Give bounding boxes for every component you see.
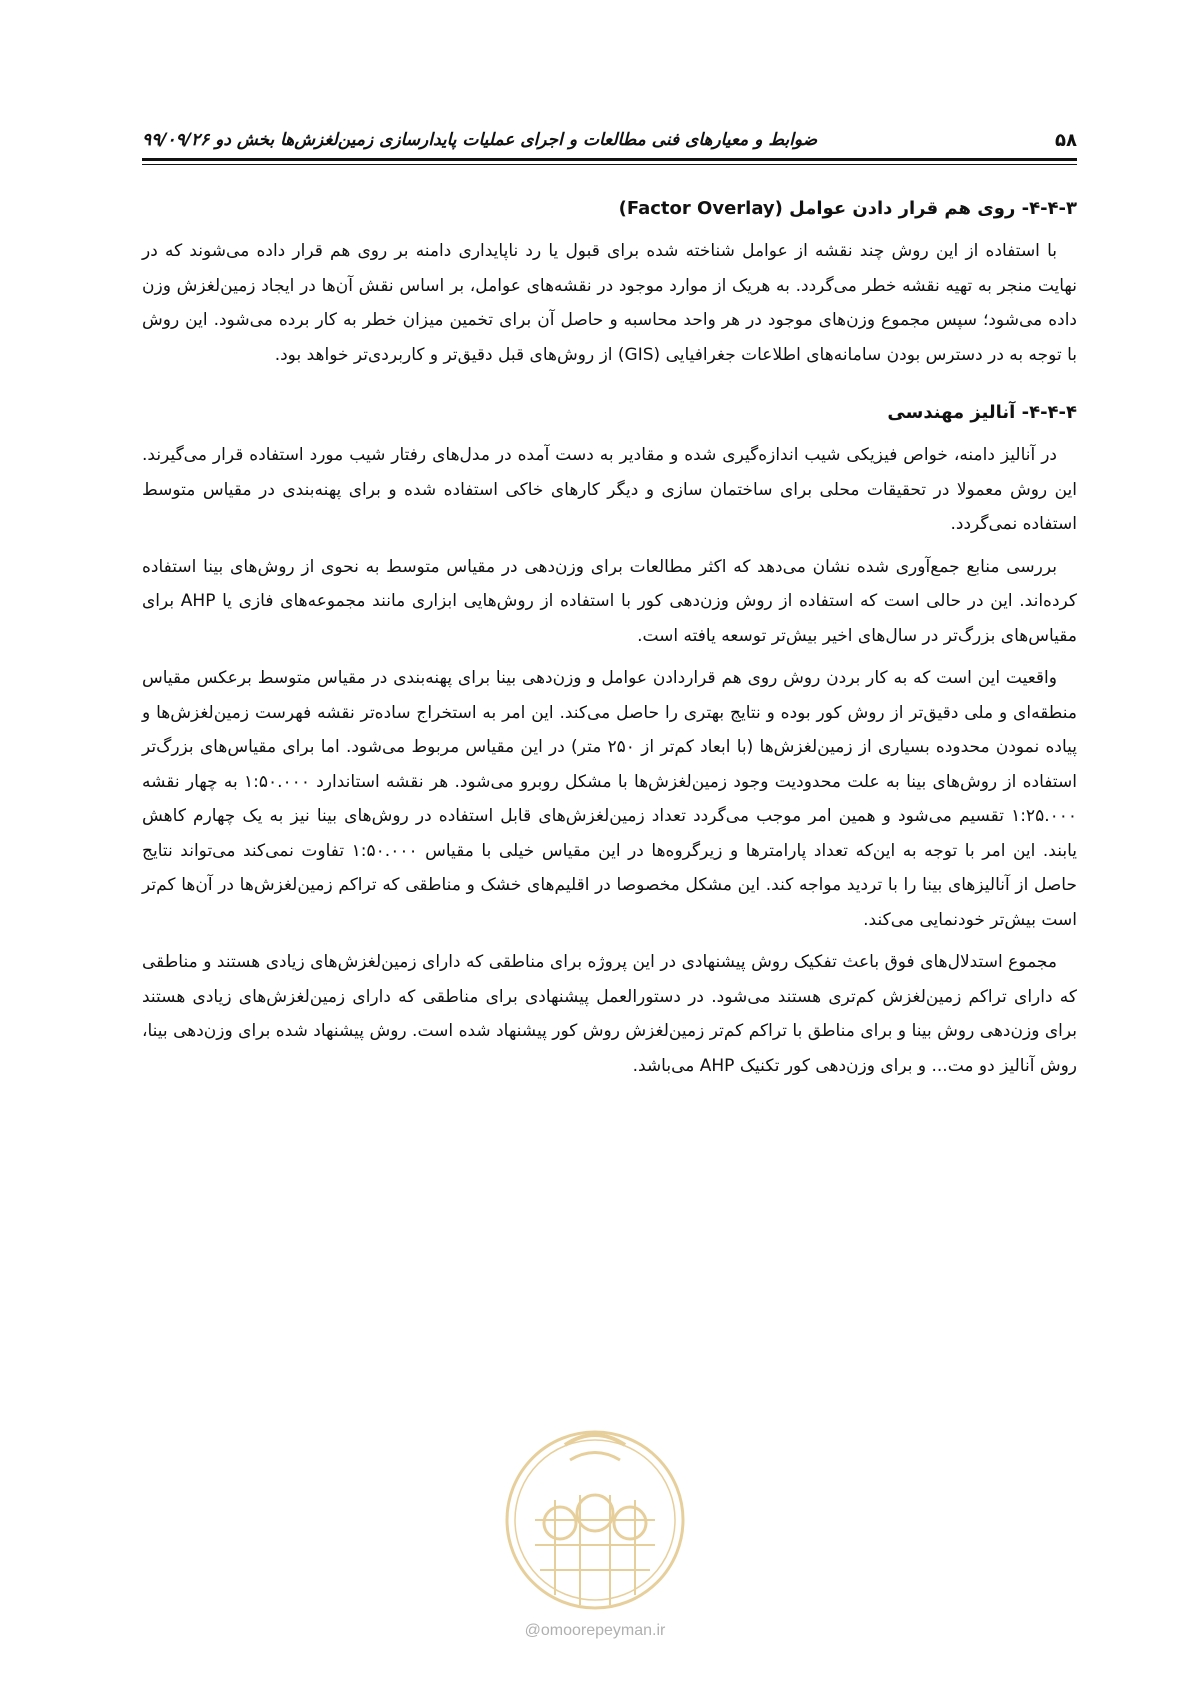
body-text [142,192,1077,1091]
watermark-url: @omoorepeyman.ir [524,1622,666,1639]
paragraph: مجموع استدلال‌های فوق باعث تفکیک روش پیشنهادی در این پروژه برای مناطقی که دارای زمین‌لغزش‌های زیادی هستند و مناطقی که دارای تراکم زمین‌لغزش کم‌تری هستند می‌شود. در دستورالعمل پیشنهادی برای مناطقی که دارای زمین‌لغزش‌های زیادی هستند برای وزن‌دهی روش بینا و برای مناطق با تراکم کم‌تر زمین‌لغزش روش کور پیشنهاد شده است. روش پیشنهاد شده برای وزن‌دهی بینا، روش آنالیز دو مت... و برای وزن‌دهی کور تکنیک AHP می‌باشد. [142,952,1077,1076]
paragraph: در آنالیز دامنه، خواص فیزیکی شیب اندازه‌گیری شده و مقادیر به دست آمده در مدل‌های رفتار شیب مورد استفاده قرار می‌گیرند. این روش معمولا در تحقیقات محلی برای ساختمان سازی و دیگر کارهای خاکی استفاده شده و برای پهنه‌بندی در مقیاس متوسط استفاده نمی‌گردد. [142,445,1077,534]
page-number: ۵۸ [1055,130,1077,151]
paragraph: با استفاده از این روش چند نقشه از عوامل شناخته شده برای قبول یا رد ناپایداری دامنه بر روی هم قرار داده می‌شوند که در نهایت منجر به تهیه نقشه خطر می‌گردد. به هریک از موارد موجود در نقشه‌های عوامل، بر اساس نقش آن‌ها در ایجاد زمین‌لغزش وزن داده می‌شود؛ سپس مجموع وزن‌های موجود در هر واحد محاسبه و حاصل آن برای تخمین میزان خطر به کار برده می‌شود. این روش با توجه به در دسترس بودن سامانه‌های اطلاعات جغرافیایی (GIS) از روش‌های قبل دقیق‌تر و کاربردی‌تر خواهد بود. [142,241,1077,365]
paragraph: بررسی منابع جمع‌آوری شده نشان می‌دهد که اکثر مطالعات برای وزن‌دهی در مقیاس متوسط به نحوی از روش‌های بینا استفاده کرده‌اند. این در حالی است که استفاده از روش وزن‌دهی کور با استفاده از روش‌هایی ابزاری مانند مجموعه‌های فازی یا AHP برای مقیاس‌های بزرگ‌تر در سال‌های اخیر بیش‌تر توسعه یافته است. [142,556,1078,646]
paragraph: واقعیت این است که به کار بردن روش روی هم قراردادن عوامل و وزن‌دهی بینا برای پهنه‌بندی در مقیاس متوسط برعکس مقیاس منطقه‌ای و ملی دقیق‌تر از روش کور بوده و نتایج بهتری را حاصل می‌کند. این امر به استخراج ساده‌تر نقشه فهرست زمین‌لغزش‌ها و پیاده نمودن محدوده بسیاری از زمین‌لغزش‌ها (با ابعاد کم‌تر از ۲۵۰ متر) در این مقیاس مربوط می‌شود. اما برای مقیاس‌های بزرگ‌تر استفاده از روش‌های بینا به علت محدودیت وجود زمین‌لغزش‌ها با مشکل روبرو می‌شود. هر نقشه استاندارد ۱:۵۰.۰۰۰ به چهار نقشه ۱:۲۵.۰۰۰ تقسیم می‌شود و همین امر موجب می‌گردد تعداد زمین‌لغزش‌های قابل استفاده در روش‌های بینا نیز به یک چهارم کاهش یابند. این امر با توجه به این‌که تعداد پارامترها و زیرگروه‌ها در این مقیاس خیلی با مقیاس ۱:۵۰.۰۰۰ تفاوت نمی‌کند می‌تواند نتایج حاصل از آنالیزهای بینا را با تردید مواجه کند. این مشکل مخصوصا در اقلیم‌های خشک و مناطقی که تراکم زمین‌لغزش‌ها در آن‌ها کم‌تر است بیش‌تر خودنمایی می‌کند. [142,668,1077,930]
watermark-seal-logo [495,1405,695,1615]
header-rule-thick [142,158,1077,161]
header-rule-thin [142,164,1077,165]
section-heading-factor-overlay: ۴-۴-۳- روی هم قرار دادن عوامل (Factor Overlay) [618,198,1077,219]
section-heading-engineering-analysis: ۴-۴-۴- آنالیز مهندسی [887,402,1077,423]
page-header [142,122,1077,152]
running-title: ضوابط و معیارهای فنی مطالعات و اجرای عملیات پایدارسازی زمین‌لغزش‌ها بخش دو ۹۹/۰۹/۲۶ [142,130,818,150]
